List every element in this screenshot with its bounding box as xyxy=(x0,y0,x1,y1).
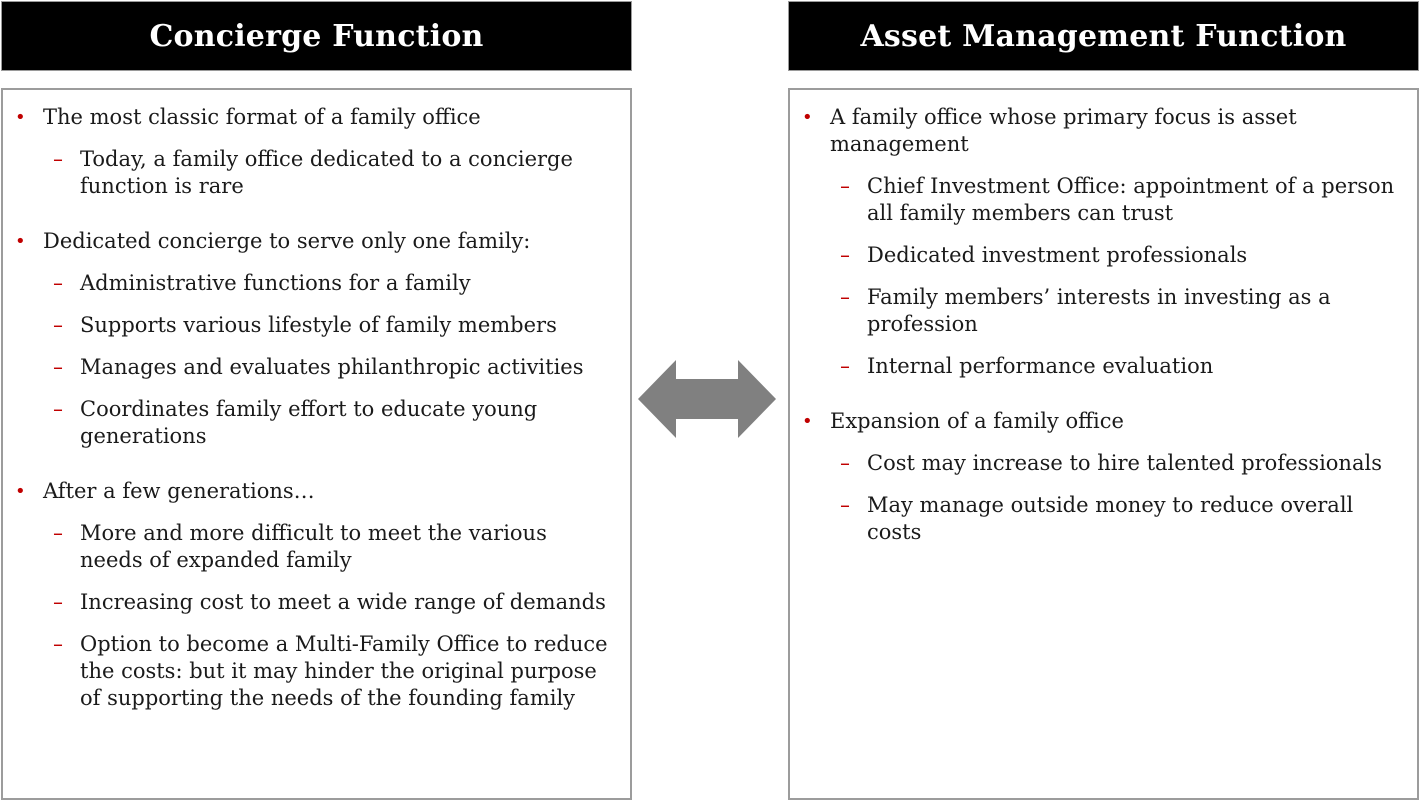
sub-bullet-item: – Today, a family office dedicated to a concierge function is rare xyxy=(43,146,616,200)
asset-management-function-panel xyxy=(788,88,1419,800)
asset-management-function-title: Asset Management Function xyxy=(860,18,1347,54)
sub-bullet-item: – Chief Investment Office: appointment of a person all family members can trust xyxy=(830,173,1403,227)
concierge-function-header xyxy=(1,1,632,71)
sub-bullet-item: – More and more difficult to meet the various needs of expanded family xyxy=(43,520,616,574)
sub-bullet-item: – Supports various lifestyle of family members xyxy=(43,312,616,339)
sub-bullet-item: – Increasing cost to meet a wide range of demands xyxy=(43,589,616,616)
bullet-text: • Dedicated concierge to serve only one family: xyxy=(43,229,531,253)
concierge-function-title: Concierge Function xyxy=(149,18,484,54)
bullet-item xyxy=(790,104,1403,380)
sub-bullet-list xyxy=(43,146,616,200)
sub-bullet-list xyxy=(43,270,616,450)
bullet-text: • After a few generations… xyxy=(43,479,315,503)
sub-bullet-item: – Administrative functions for a family xyxy=(43,270,616,297)
concierge-bullet-list xyxy=(3,90,630,712)
sub-bullet-item: – Option to become a Multi-Family Office to reduce the costs: but it may hinder the original purpose of supporting the needs of the founding family xyxy=(43,631,616,712)
sub-bullet-list xyxy=(43,520,616,712)
sub-bullet-list xyxy=(830,173,1403,380)
sub-bullet-item: – Family members’ interests in investing as a profession xyxy=(830,284,1403,338)
bullet-item xyxy=(3,478,616,712)
bullet-text: • A family office whose primary focus is asset management xyxy=(830,105,1297,156)
concierge-function-panel xyxy=(1,88,632,800)
bullet-item xyxy=(790,408,1403,546)
bullet-text: • Expansion of a family office xyxy=(830,409,1124,433)
asset-management-bullet-list xyxy=(790,90,1417,546)
bullet-item xyxy=(3,228,616,450)
double-arrow-icon xyxy=(638,360,776,438)
sub-bullet-item: – Coordinates family effort to educate young generations xyxy=(43,396,616,450)
bullet-text: • The most classic format of a family office xyxy=(43,105,481,129)
asset-management-function-header xyxy=(788,1,1419,71)
bullet-item xyxy=(3,104,616,200)
sub-bullet-item: – Manages and evaluates philanthropic activities xyxy=(43,354,616,381)
sub-bullet-item: – May manage outside money to reduce overall costs xyxy=(830,492,1403,546)
sub-bullet-item: – Internal performance evaluation xyxy=(830,353,1403,380)
sub-bullet-item: – Cost may increase to hire talented professionals xyxy=(830,450,1403,477)
sub-bullet-list xyxy=(830,450,1403,546)
sub-bullet-item: – Dedicated investment professionals xyxy=(830,242,1403,269)
